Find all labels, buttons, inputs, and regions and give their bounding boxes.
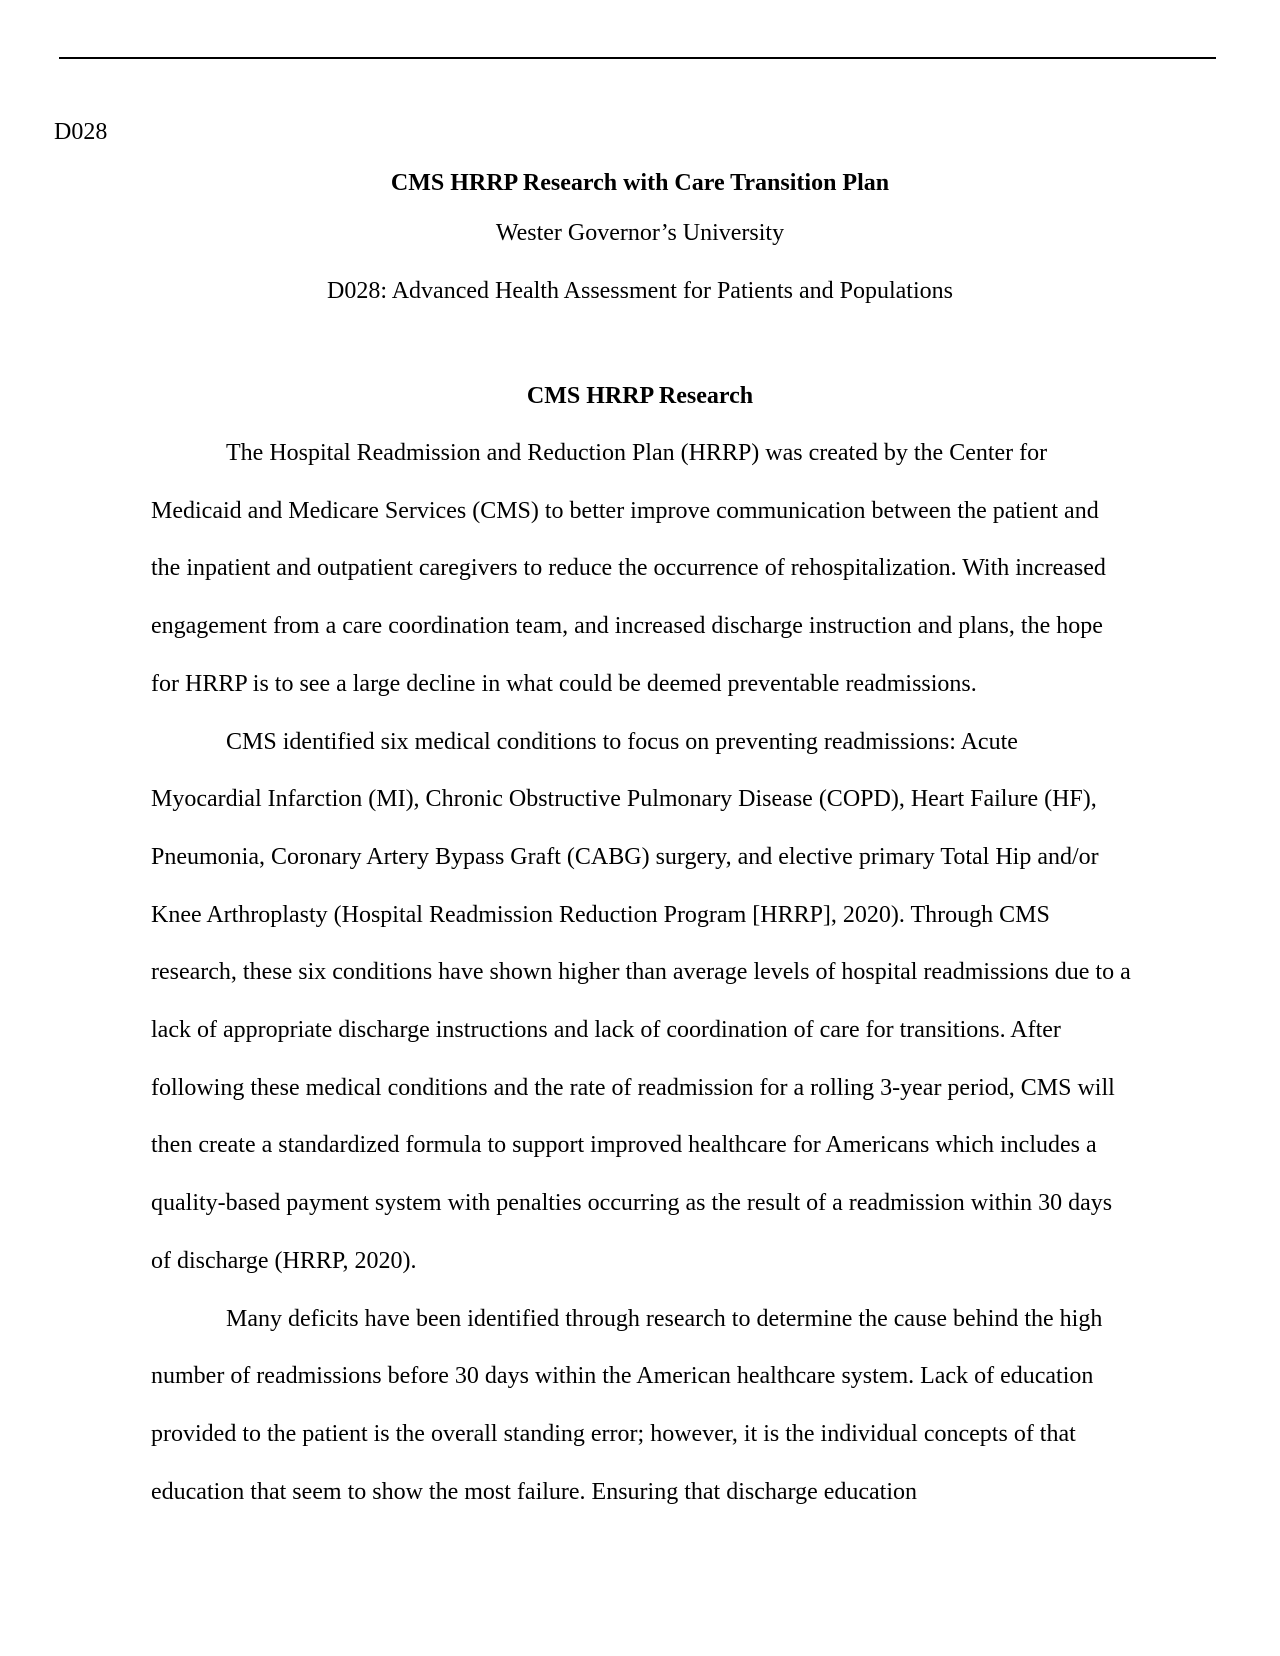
course-name: D028: Advanced Health Assessment for Patients and Populations [327, 278, 953, 304]
section-heading: CMS HRRP Research [526, 383, 754, 409]
running-head: D028 [54, 119, 108, 145]
university-name: Wester Governor’s University [495, 220, 785, 246]
paragraph-3: Many deficits have been identified through research to determine the cause behind the high number of readmissions before 30 days within the American healthcare system. Lack of education provided to the patient is the overall standing error; however, it is the individual concepts of that education that seem to show the most failure. Ensuring that discharge education [151, 1305, 1103, 1505]
header-rule [59, 57, 1216, 59]
body-text [151, 425, 1131, 1521]
paper-title: CMS HRRP Research with Care Transition Plan [390, 170, 890, 196]
paragraph-1: The Hospital Readmission and Reduction Plan (HRRP) was created by the Center for Medicaid and Medicare Services (CMS) to better improve communication between the patient and the inpatient and outpatient caregivers to reduce the occurrence of rehospitalization. With increased engagement from a care coordination team, and increased discharge instruction and plans, the hope for HRRP is to see a large decline in what could be deemed preventable readmissions. [151, 440, 1106, 697]
paragraph-2: CMS identified six medical conditions to focus on preventing readmissions: Acute Myocardial Infarction (MI), Chronic Obstructive Pulmonary Disease (COPD), Heart Failure (HF), Pneumonia, Coronary Artery Bypass Graft (CABG) surgery, and elective primary Total Hip and/or Knee Arthroplasty (Hospital Readmission Reduction Program [HRRP], 2020). Through CMS research, these six conditions have shown higher than average levels of hospital readmissions due to a lack of appropriate discharge instructions and lack of coordination of care for transitions. After following these medical conditions and the rate of readmission for a rolling 3-year period, CMS will then create a standardized formula to support improved healthcare for Americans which includes a quality-based payment system with penalties occurring as the result of a readmission within 30 days of discharge (HRRP, 2020). [151, 728, 1131, 1274]
